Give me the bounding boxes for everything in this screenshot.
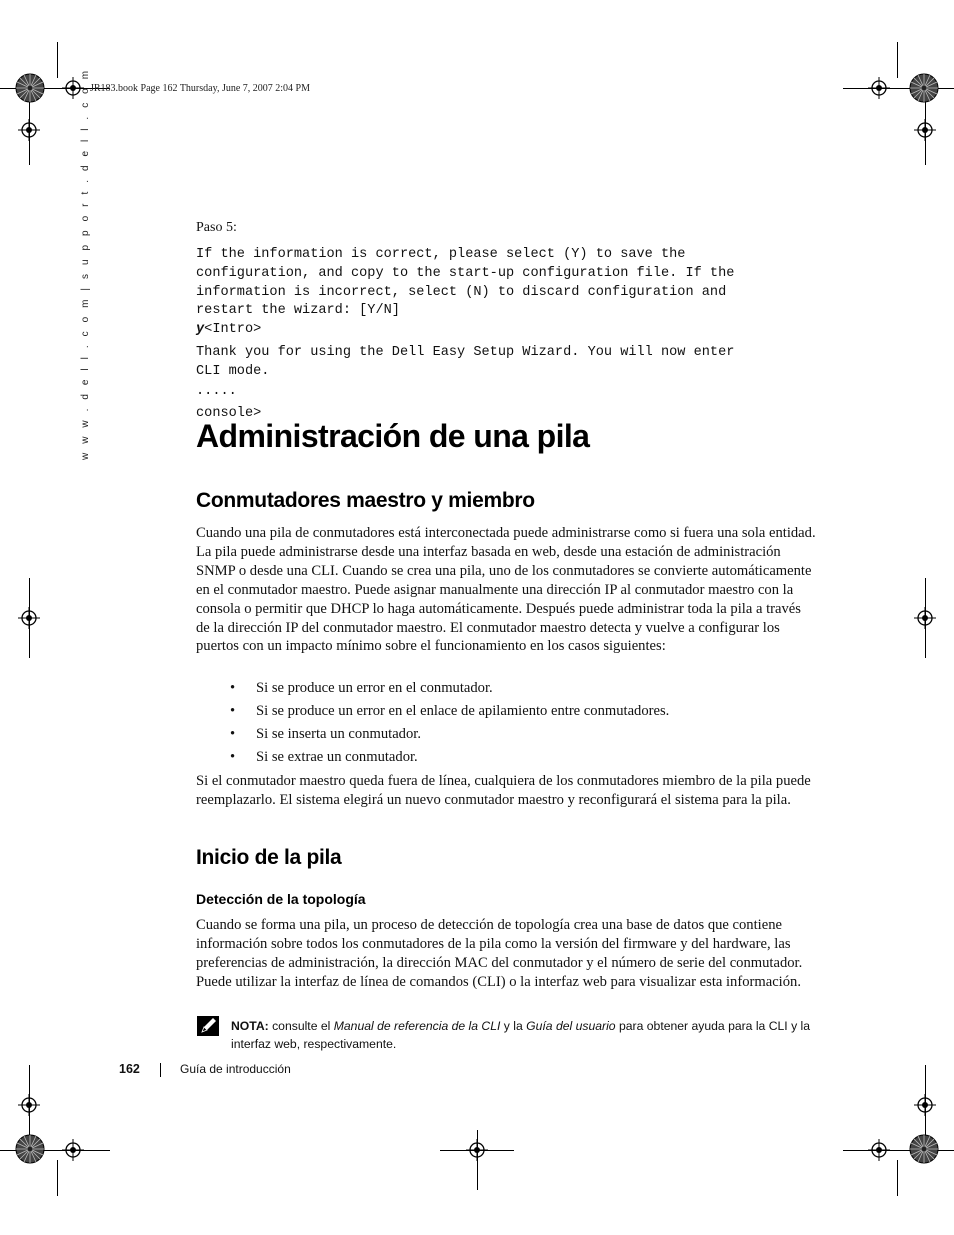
rosette-mark-icon [909, 1134, 939, 1164]
registration-mark-icon [18, 1094, 40, 1116]
section-heading: Conmutadores maestro y miembro [196, 489, 535, 512]
user-guide-title: Guía del usuario [526, 1019, 616, 1033]
registration-mark-icon [914, 1094, 936, 1116]
rosette-mark-icon [15, 1134, 45, 1164]
registration-mark-icon [868, 77, 890, 99]
list-item: • Si se inserta un conmutador. [230, 726, 421, 742]
body-paragraph: Si el conmutador maestro queda fuera de línea, cualquiera de los conmutadores miembro de la pila puede reemplazarlo. El sistema elegirá un nuevo conmutador maestro y reconfigurará el sistema para la pila. [196, 773, 811, 808]
code-input-line [196, 321, 261, 340]
section-heading: Inicio de la pila [196, 846, 342, 869]
side-url: w w w . d e l l . c o m | s u p p o r t . d e l l . c o m [80, 67, 91, 460]
footer-divider [160, 1063, 161, 1077]
reference-manual-title: Manual de referencia de la CLI [333, 1019, 501, 1033]
code-block: Thank you for using the Dell Easy Setup Wizard. You will now enter CLI mode. [196, 345, 735, 379]
list-item: • Si se produce un error en el enlace de apilamiento entre conmutadores. [230, 703, 670, 719]
page-title: Administración de una pila [196, 418, 590, 454]
note-text: NOTA: consulte el Manual de referencia de la CLI y la Guía del usuario para obtener ayuda para la CLI y la interfaz web, respectivamente. [231, 1019, 811, 1051]
list-item: • Si se extrae un conmutador. [230, 749, 418, 765]
list-item: • Si se produce un error en el conmutador. [230, 680, 493, 696]
bullet-list [196, 679, 816, 771]
registration-mark-icon [18, 607, 40, 629]
rosette-mark-icon [15, 73, 45, 103]
registration-mark-icon [914, 119, 936, 141]
registration-mark-icon [18, 119, 40, 141]
code-dots: ..... [196, 384, 237, 399]
step-label: Paso 5: [196, 220, 237, 235]
rosette-mark-icon [909, 73, 939, 103]
code-prompt: console> [196, 406, 262, 421]
note-pencil-icon [197, 1016, 219, 1036]
page-number: 162 [119, 1062, 140, 1076]
registration-mark-icon [466, 1139, 488, 1161]
subsection-heading: Detección de la topología [196, 891, 366, 907]
body-paragraph: Cuando una pila de conmutadores está interconectada puede administrarse como si fuera una sola entidad. La pila puede administrarse desde una interfaz basada en web, desde una estación de administración SNMP o desde una CLI. Cuando se crea una pila, uno de los conmutadores se convierte automáticamente en el conmutador maestro. Puede asignar manualmente una dirección IP al conmutador maestro con la consola o permitir que DHCP lo haga automáticamente. Después puede administrar toda la pila a través de la dirección IP del conmutador maestro. El conmutador maestro detecta y vuelve a configurar los puertos con un impacto mínimo sobre el funcionamiento en los casos siguientes: [196, 525, 816, 655]
print-header: JR183.book Page 162 Thursday, June 7, 2007 2:04 PM [90, 83, 310, 94]
enter-key: <Intro> [204, 322, 262, 337]
code-block: If the information is correct, please select (Y) to save the configuration, and copy to the start-up configuration file. If the information is incorrect, select (N) to discard configuration and restart the wizard: [Y/N] [196, 247, 735, 319]
body-paragraph: Cuando se forma una pila, un proceso de detección de topología crea una base de datos que contiene información sobre todos los conmutadores de la pila como la versión del firmware y del hardware, las preferencias de administración, la dirección MAC del conmutador y el número de serie del conmutador. Puede utilizar la interfaz de línea de comandos (CLI) o la interfaz web para visualizar esta información. [196, 917, 803, 990]
registration-mark-icon [868, 1139, 890, 1161]
registration-mark-icon [914, 607, 936, 629]
typed-input: y [196, 322, 205, 337]
footer-title: Guía de introducción [180, 1062, 291, 1076]
registration-mark-icon [62, 1139, 84, 1161]
note-label: NOTA: [231, 1019, 269, 1033]
